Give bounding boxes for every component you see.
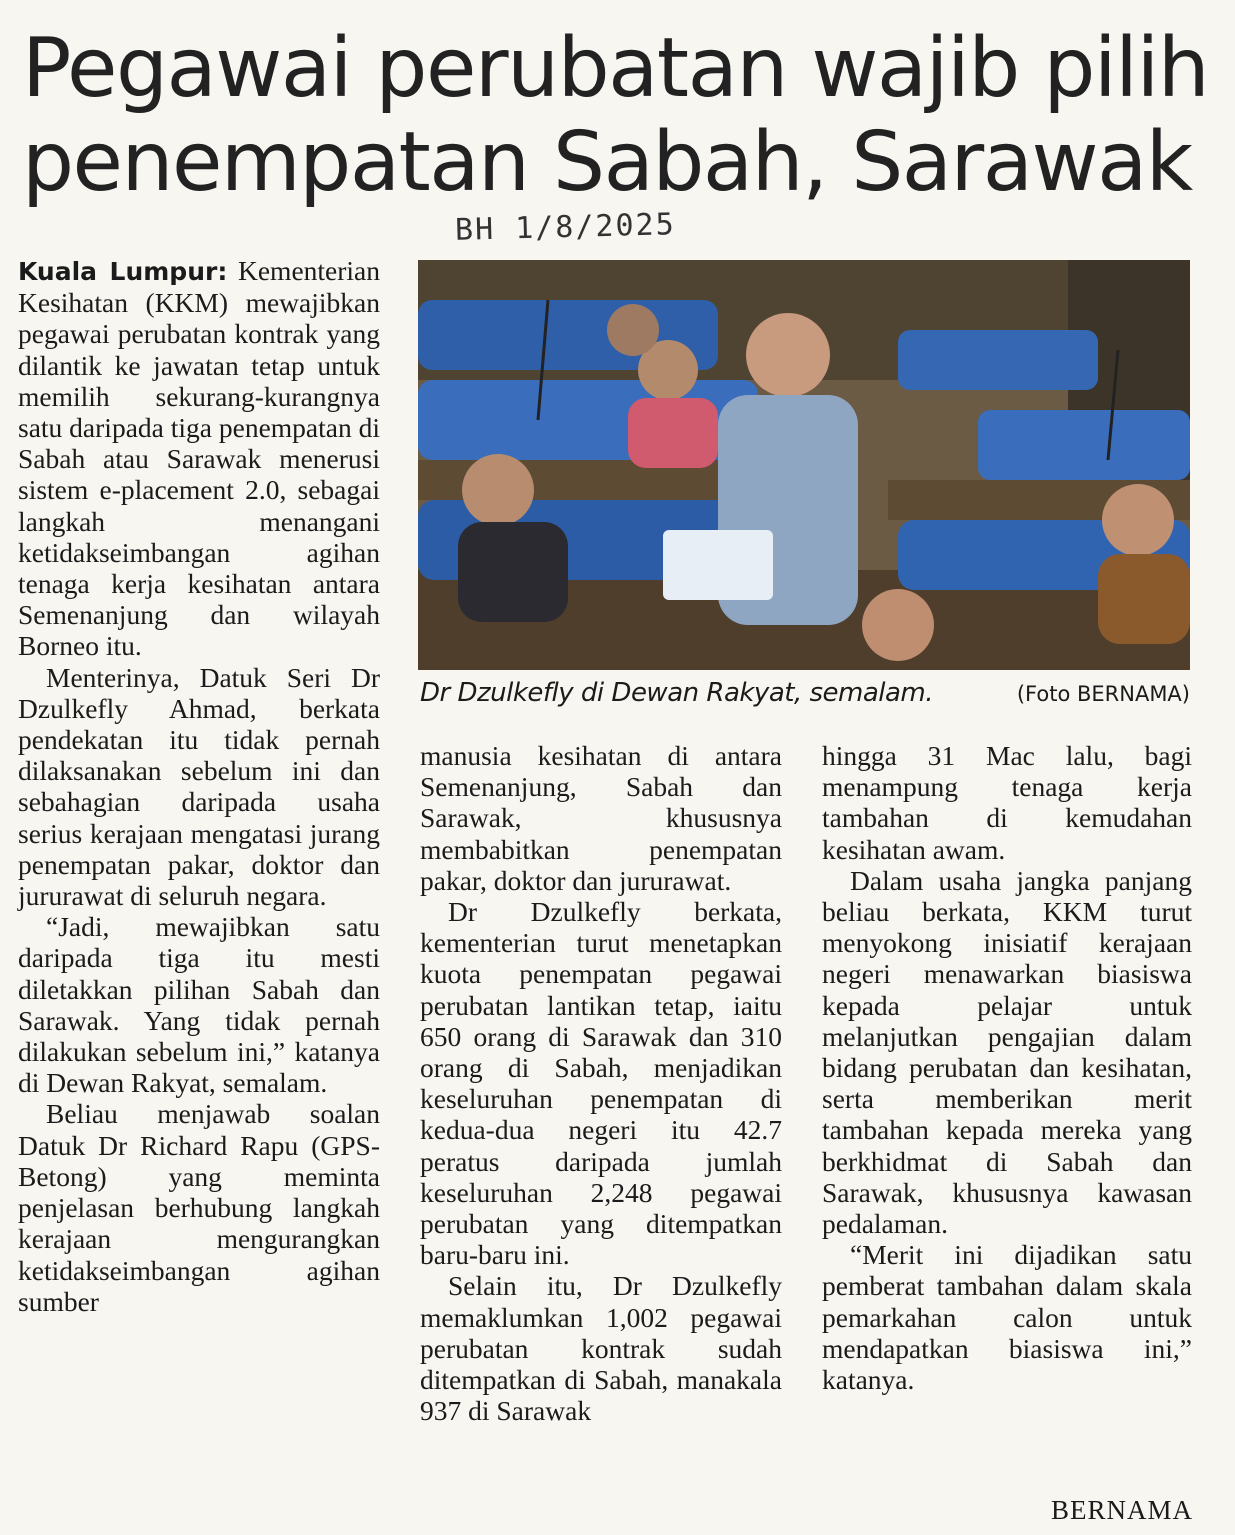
handwritten-date-note: BH 1/8/2025 bbox=[454, 207, 677, 248]
article-paragraph: Menterinya, Datuk Seri Dr Dzulkefly Ahmad, berkata pendekatan itu tidak pernah dilaksanakan sebelum ini dan sebahagian daripada usaha serius kerajaan mengatasi jurang penempatan pakar, doktor dan jururawat di seluruh negara. bbox=[18, 661, 380, 912]
lead-text: Kementerian Kesihatan (KKM) mewajibkan pegawai perubatan kontrak yang dilantik ke jawatan tetap untuk memilih sekurang-kurangnya satu daripada tiga penempatan di Sabah atau Sarawak menerusi sistem e-placement 2.0, sebagai langkah menangani ketidakseimbangan agihan tenaga kerja kesihatan antara Semenanjung dan wilayah Borneo itu. bbox=[18, 255, 380, 662]
headline bbox=[22, 22, 1222, 210]
article-paragraph: hingga 31 Mac lalu, bagi menampung tenaga kerja tambahan di kemudahan kesihatan awam. bbox=[822, 740, 1192, 865]
photo-credit: (Foto BERNAMA) bbox=[1016, 682, 1190, 706]
headline-line-1: Pegawai perubatan wajib pilih bbox=[22, 21, 1209, 116]
article-column-2 bbox=[420, 740, 782, 1426]
photo-illustration bbox=[418, 260, 1190, 670]
article-column-3 bbox=[822, 740, 1192, 1395]
article-paragraph: “Merit ini dijadikan satu pemberat tambahan dalam skala pemarkahan calon untuk mendapatkan biasiswa ini,” katanya. bbox=[822, 1239, 1192, 1396]
photo-caption: Dr Dzulkefly di Dewan Rakyat, semalam. bbox=[420, 678, 934, 708]
article-paragraph: “Jadi, mewajibkan satu daripada tiga itu mesti diletakkan pilihan Sabah dan Sarawak. Yang tidak pernah dilakukan sebelum ini,” katanya di Dewan Rakyat, semalam. bbox=[18, 911, 380, 1099]
article-paragraph: Dalam usaha jangka panjang beliau berkata, KKM turut menyokong inisiatif kerajaan negeri menawarkan biasiswa kepada pelajar untuk melanjutkan pengajian dalam bidang perubatan dan kesihatan, serta memberikan merit tambahan kepada mereka yang berkhidmat di Sabah dan Sarawak, khususnya kawasan pedalaman. bbox=[822, 864, 1192, 1240]
article-paragraph: Dr Dzulkefly berkata, kementerian turut menetapkan kuota penempatan pegawai perubatan lantikan tetap, iaitu 650 orang di Sarawak dan 310 orang di Sabah, menjadikan keseluruhan penempatan di kedua-dua negeri itu 42.7 peratus daripada jumlah keseluruhan 2,248 pegawai perubatan yang ditempatkan baru-baru ini. bbox=[420, 896, 782, 1271]
article-column-1 bbox=[18, 255, 380, 1317]
byline: BERNAMA bbox=[1050, 1495, 1193, 1525]
article-paragraph: manusia kesihatan di antara Semenanjung, Sabah dan Sarawak, khususnya membabitkan penempatan pakar, doktor dan jururawat. bbox=[420, 740, 782, 896]
headline-line-2: penempatan Sabah, Sarawak bbox=[22, 115, 1192, 210]
article-paragraph: Beliau menjawab soalan Datuk Dr Richard Rapu (GPS-Betong) yang meminta penjelasan berhubung langkah kerajaan mengurangkan ketidakseimbangan agihan sumber bbox=[18, 1098, 380, 1317]
dateline: Kuala Lumpur: bbox=[18, 257, 228, 286]
article-paragraph bbox=[18, 255, 380, 662]
parliament-photo bbox=[418, 260, 1190, 670]
article-paragraph: Selain itu, Dr Dzulkefly memaklumkan 1,002 pegawai perubatan kontrak sudah ditempatkan di Sabah, manakala 937 di Sarawak bbox=[420, 1270, 782, 1427]
